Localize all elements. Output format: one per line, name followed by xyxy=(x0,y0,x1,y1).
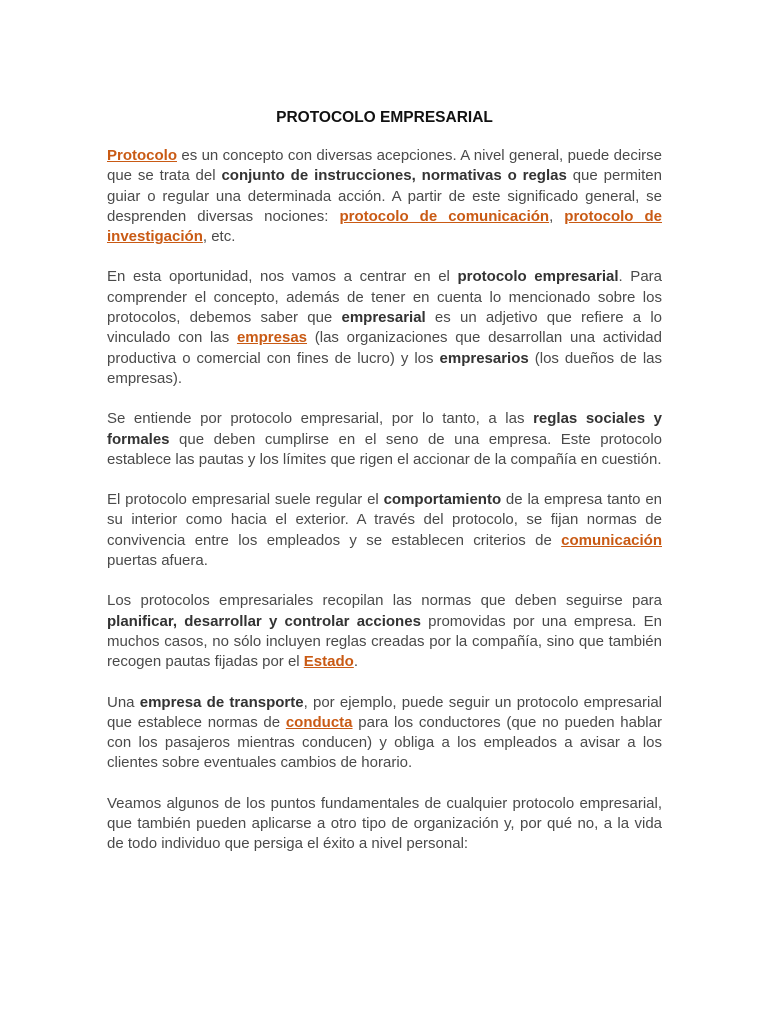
paragraph-5 xyxy=(107,591,662,672)
p2-bold-1: protocolo empresarial xyxy=(457,268,619,286)
p5-text-3: . xyxy=(353,653,358,671)
p5-text-2: promovidas por una empresa. En muchos casos, no sólo incluyen reglas creadas por la compañía, sino que también recogen pautas fijadas por el xyxy=(107,612,662,671)
link-conducta[interactable]: conducta xyxy=(285,713,353,731)
p6-text-3: para los conductores (que no pueden hablar con los pasajeros mientras conducen) y obliga a los empleados a avisar a los clientes sobre eventuales cambios de horario. xyxy=(107,713,662,772)
p6-text-2: , por ejemplo, puede seguir un protocolo empresarial que establece normas de xyxy=(107,693,663,731)
paragraph-3 xyxy=(107,409,662,470)
p1-bold-1: conjunto de instrucciones, normativas o reglas xyxy=(221,167,567,185)
document-page xyxy=(107,108,662,875)
p2-bold-3: empresarios xyxy=(439,349,529,367)
p4-text-1: El protocolo empresarial suele regular el xyxy=(107,491,384,509)
paragraph-2 xyxy=(107,267,662,389)
p1-text-3: , xyxy=(549,207,565,225)
p2-text-3: es un adjetivo que refiere a lo vinculado con las xyxy=(107,309,662,347)
paragraph-4 xyxy=(107,490,662,571)
link-estado[interactable]: Estado xyxy=(303,653,354,671)
p2-text-4: (las organizaciones que desarrollan una actividad productiva o comercial con fines de lucro) y los xyxy=(107,329,662,367)
link-protocolo[interactable]: Protocolo xyxy=(107,147,177,164)
p5-bold-1: planificar, desarrollar y controlar acciones xyxy=(107,612,421,630)
p7-text-1: Veamos algunos de los puntos fundamentales de cualquier protocolo empresarial, que también pueden aplicarse a otro tipo de organización y, por qué no, a la vida de todo individuo que persiga el éxito a nivel personal: xyxy=(107,794,662,853)
link-comunicacion[interactable]: comunicación xyxy=(561,531,662,549)
page-title: PROTOCOLO EMPRESARIAL xyxy=(276,109,493,126)
p3-text-2: que deben cumplirse en el seno de una empresa. Este protocolo establece las pautas y los límites que rigen el accionar de la compañía en cuestión. xyxy=(107,430,662,468)
p2-text-1: En esta oportunidad, nos vamos a centrar en el xyxy=(107,268,458,286)
link-empresas[interactable]: empresas xyxy=(236,329,308,347)
p1-text-1: es un concepto con diversas acepciones. A nivel general, puede decirse que se trata del xyxy=(107,147,662,185)
link-protocolo-de-comunicacion[interactable]: protocolo de comunicación xyxy=(339,207,550,225)
paragraph-7 xyxy=(107,794,662,855)
p2-text-2: . Para comprender el concepto, además de tener en cuenta lo mencionado sobre los protocolos, debemos saber que xyxy=(107,268,662,327)
p3-bold-1: reglas sociales y formales xyxy=(107,410,662,448)
p6-bold-1: empresa de transporte xyxy=(139,693,304,711)
paragraph-1 xyxy=(107,146,662,247)
link-protocolo-de-investigacion[interactable]: protocolo de investigación xyxy=(107,207,662,246)
p2-text-5: (los dueños de las empresas). xyxy=(107,349,662,387)
p4-text-3: puertas afuera. xyxy=(107,552,208,570)
p1-text-2: que permiten guiar o regular una determinada acción. A partir de este significado general, se desprenden diversas nociones: xyxy=(107,167,662,225)
paragraph-6 xyxy=(107,693,662,774)
p1-text-4: , etc. xyxy=(202,228,236,246)
p3-text-1: Se entiende por protocolo empresarial, por lo tanto, a las xyxy=(107,410,534,428)
p2-bold-2: empresarial xyxy=(341,309,426,327)
p4-bold-1: comportamiento xyxy=(383,491,502,509)
p6-text-1: Una xyxy=(107,693,140,711)
p4-text-2: de la empresa tanto en su interior como hacia el exterior. A través del protocolo, se fijan normas de convivencia entre los empleados y se establecen criterios de xyxy=(107,491,663,549)
p5-text-1: Los protocolos empresariales recopilan las normas que deben seguirse para xyxy=(107,592,662,610)
